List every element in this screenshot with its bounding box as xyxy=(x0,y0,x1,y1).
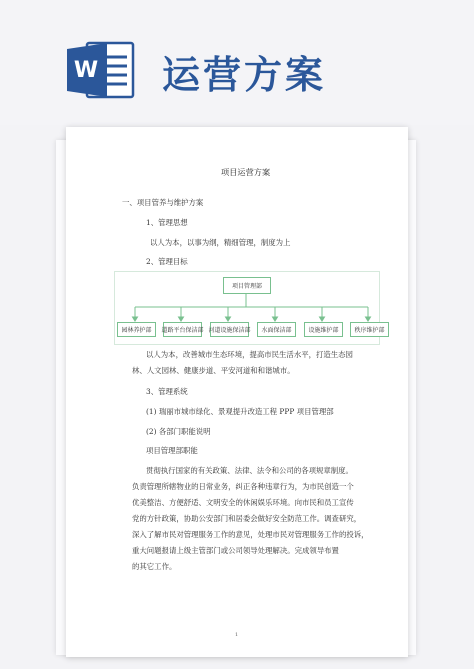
goal-paragraph-line: 以人为本，改善城市生态环境，提高市民生活水平，打造生态园 xyxy=(146,350,353,359)
duty-paragraph-line: 重大问题报请上级主管部门或公司领导处理解决。完成领导布置 xyxy=(132,546,339,555)
heading-1-1: 1、管理思想 xyxy=(146,218,188,227)
duty-paragraph-line: 优美整洁、方便舒适、文明安全的休闲娱乐环境。向市民和员工宣传 xyxy=(132,498,354,507)
goal-paragraph-line: 林、人文园林、健康步道、平安河道和和谐城市。 xyxy=(132,366,295,375)
list-item: (1) 瑞丽市城市绿化、景观提升改造工程 PPP 项目管理部 xyxy=(146,407,334,416)
banner-title: 运营方案 xyxy=(162,53,327,97)
banner xyxy=(0,0,474,125)
org-child-box: 河道设施保洁部 xyxy=(210,322,249,337)
duty-paragraph-line: 深入了解市民对管理服务工作的意见，处理市民对管理服务工作的投诉， xyxy=(132,530,369,539)
heading-1: 一、项目管养与维护方案 xyxy=(122,198,204,207)
page-number: 1 xyxy=(235,632,239,638)
svg-text:W: W xyxy=(73,58,99,83)
duty-paragraph-line: 负责管理所辖物业的日常业务，纠正各种违章行为，为市民创造一个 xyxy=(132,482,354,491)
heading-1-3: 3、管理系统 xyxy=(146,387,188,396)
org-child-box: 水面保洁部 xyxy=(257,322,296,337)
word-document-icon xyxy=(67,41,135,99)
duty-paragraph-line: 贯彻执行国家的有关政策、法律、法令和公司的各项规章制度。 xyxy=(146,466,353,475)
subheading: 项目管理部职能 xyxy=(146,446,198,455)
management-idea-text: 以人为本，以事为纲，精细管理，制度为上 xyxy=(150,238,291,247)
org-child-box: 道路平台保洁部 xyxy=(163,322,202,337)
duty-paragraph-line: 的其它工作。 xyxy=(132,562,177,571)
org-child-box: 设施维护部 xyxy=(304,322,343,337)
org-root-box: 项目管理部 xyxy=(223,277,271,294)
document-page xyxy=(66,127,408,657)
org-chart-connectors xyxy=(66,127,408,657)
org-child-box: 秩序维护部 xyxy=(350,322,389,337)
document-title: 项目运营方案 xyxy=(221,167,271,177)
heading-1-2: 2、管理目标 xyxy=(146,257,188,266)
org-child-box: 园林养护部 xyxy=(117,322,156,337)
duty-paragraph-line: 党的方针政策，协助公安部门和居委会做好安全防范工作。调查研究， xyxy=(132,514,362,523)
list-item: (2) 各部门职能说明 xyxy=(146,427,211,436)
